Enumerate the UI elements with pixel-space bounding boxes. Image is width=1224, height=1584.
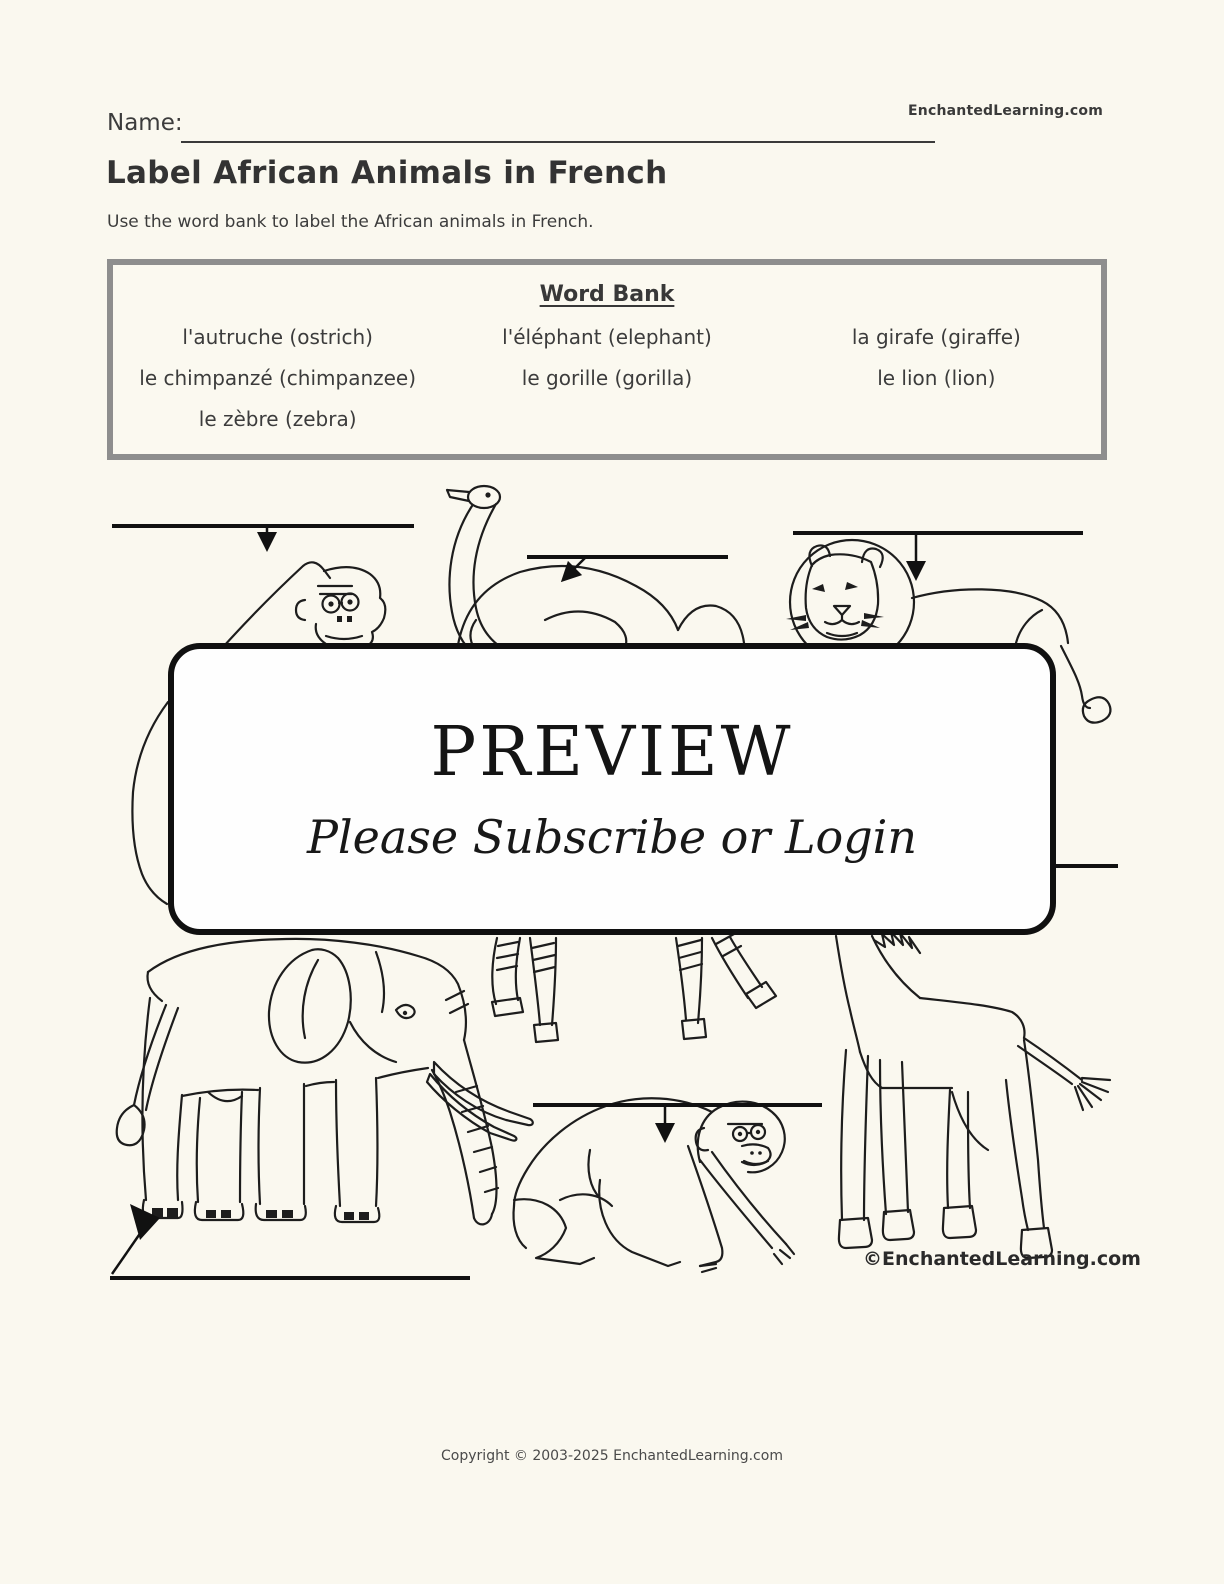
- word-bank-entry: l'éléphant (elephant): [502, 325, 712, 349]
- preview-overlay: [168, 643, 1056, 935]
- preview-subscribe-login-text: Please Subscribe or Login: [306, 809, 918, 864]
- word-bank-entry: le lion (lion): [877, 366, 996, 390]
- word-bank-entry: la girafe (giraffe): [851, 325, 1021, 349]
- word-bank-entry: le gorille (gorilla): [521, 366, 693, 390]
- preview-heading: PREVIEW: [430, 712, 794, 792]
- word-bank-title: Word Bank: [539, 282, 675, 307]
- word-bank-list: [113, 325, 1101, 431]
- copyright-footer: Copyright © 2003-2025 EnchantedLearning.com: [441, 1448, 783, 1464]
- giraffe-drawing: [836, 932, 1110, 1258]
- ostrich-drawing: [447, 486, 744, 656]
- page-title: Label African Animals in French: [106, 155, 668, 191]
- word-bank-entry: le chimpanzé (chimpanzee): [139, 366, 417, 390]
- word-bank-entry: le zèbre (zebra): [198, 407, 357, 431]
- chimpanzee-drawing: [514, 1098, 795, 1272]
- arrow-to-ostrich: [563, 558, 585, 580]
- watermark-text: ©EnchantedLearning.com: [863, 1248, 1141, 1270]
- word-bank-box: [107, 259, 1107, 460]
- name-blank-line[interactable]: [181, 141, 935, 143]
- word-bank-entry: l'autruche (ostrich): [182, 325, 373, 349]
- zebra-drawing: [492, 934, 776, 1042]
- elephant-drawing: [117, 939, 533, 1225]
- site-name: EnchantedLearning.com: [908, 103, 1103, 119]
- instructions-text: Use the word bank to label the African animals in French.: [107, 212, 594, 232]
- name-label: Name:: [107, 110, 183, 136]
